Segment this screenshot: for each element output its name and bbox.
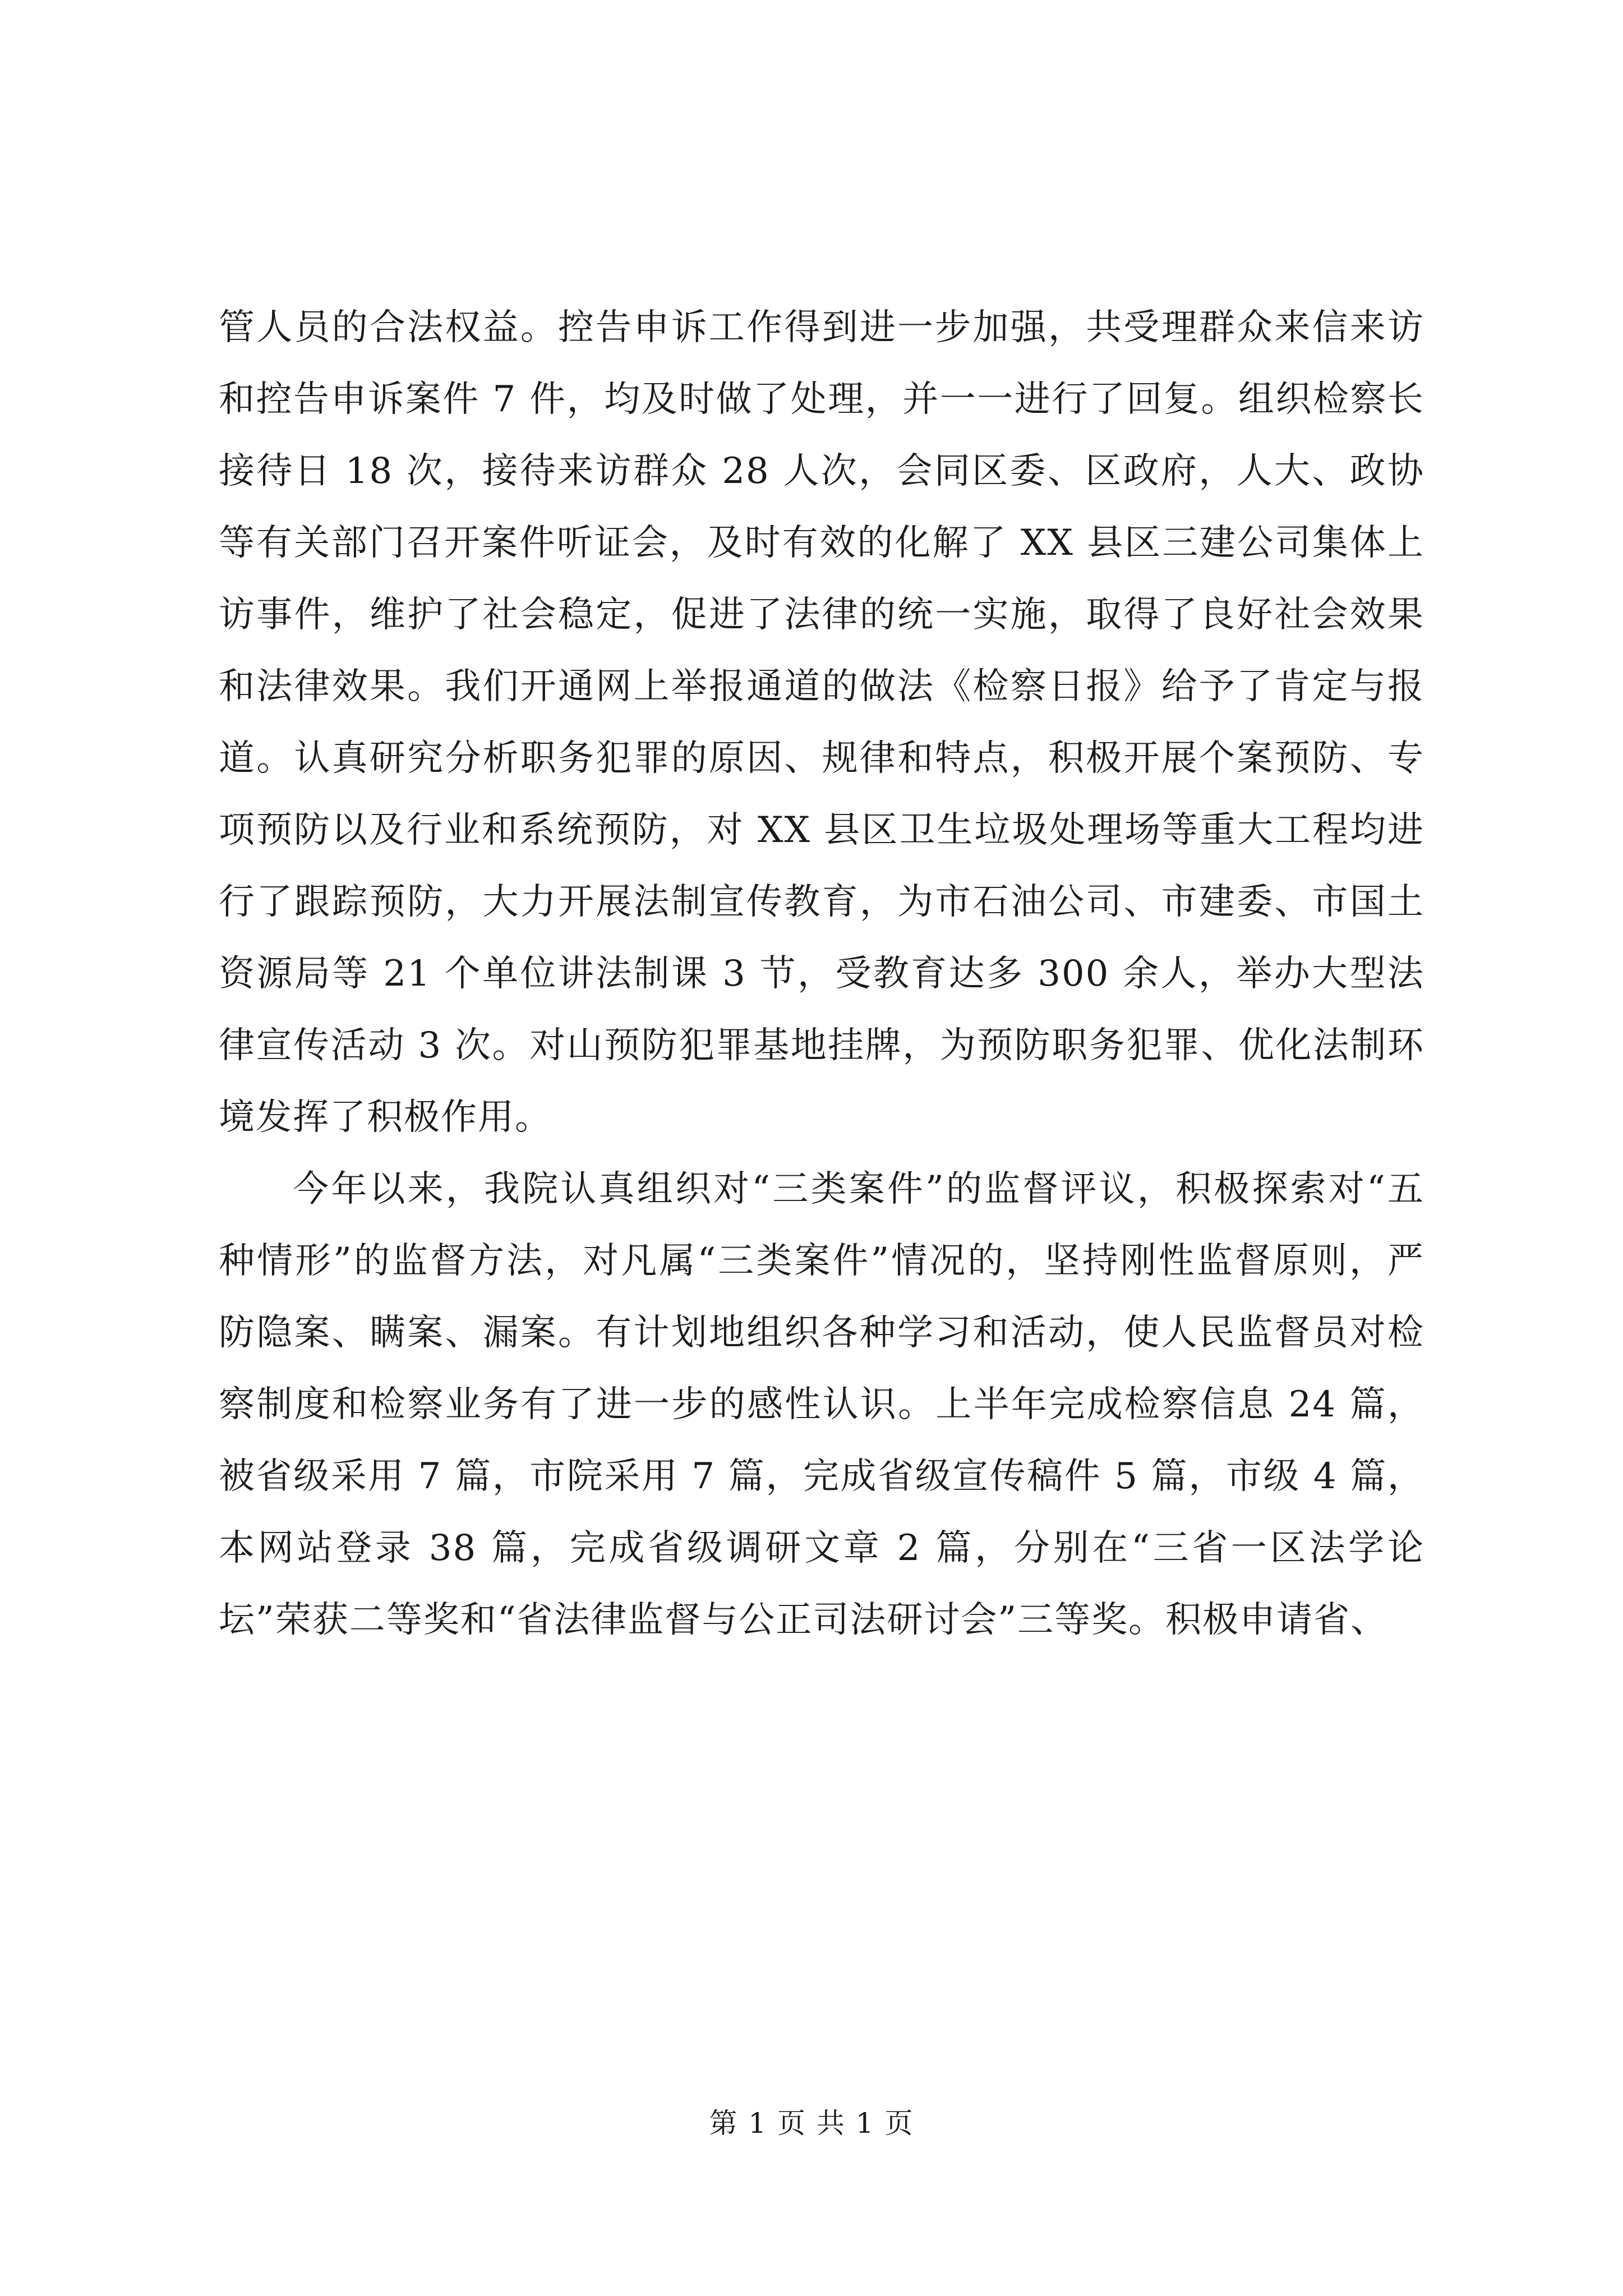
- page-footer: 第 1 页 共 1 页: [709, 2107, 914, 2139]
- paragraph-2: 今年以来，我院认真组织对“三类案件”的监督评议，积极探索对“五种情形”的监督方法，对凡属“三类案件”情况的，坚持刚性监督原则，严防隐案、瞒案、漏案。有计划地组织各种学习和活动，使人民监督员对检察制度和检察业务有了进一步的感性认识。上半年完成检察信息 24 篇，被省级采用 7 篇，市院采用 7 篇，完成省级宣传稿件 5 篇，市级 4 篇，本网站登录 38 篇，完成省级调研文章 2 篇，分别在“三省一区法学论坛”荣获二等奖和“省法律监督与公正司法研讨会”三等奖。积极申请省、: [219, 1168, 1424, 1641]
- document-body: [219, 292, 1424, 1656]
- paragraph-1: 管人员的合法权益。控告申诉工作得到进一步加强，共受理群众来信来访和控告申诉案件 7 件，均及时做了处理，并一一进行了回复。组织检察长接待日 18 次，接待来访群众 28 人次，会同区委、区政府，人大、政协等有关部门召开案件听证会，及时有效的化解了 XX 县区三建公司集体上访事件，维护了社会稳定，促进了法律的统一实施，取得了良好社会效果和法律效果。我们开通网上举报通道的做法《检察日报》给予了肯定与报道。认真研究分析职务犯罪的原因、规律和特点，积极开展个案预防、专项预防以及行业和系统预防，对 XX 县区卫生垃圾处理场等重大工程均进行了跟踪预防，大力开展法制宣传教育，为市石油公司、市建委、市国土资源局等 21 个单位讲法制课 3 节，受教育达多 300 余人，举办大型法律宣传活动 3 次。对山预防犯罪基地挂牌，为预防职务犯罪、优化法制环境发挥了积极作用。: [219, 307, 1424, 1138]
